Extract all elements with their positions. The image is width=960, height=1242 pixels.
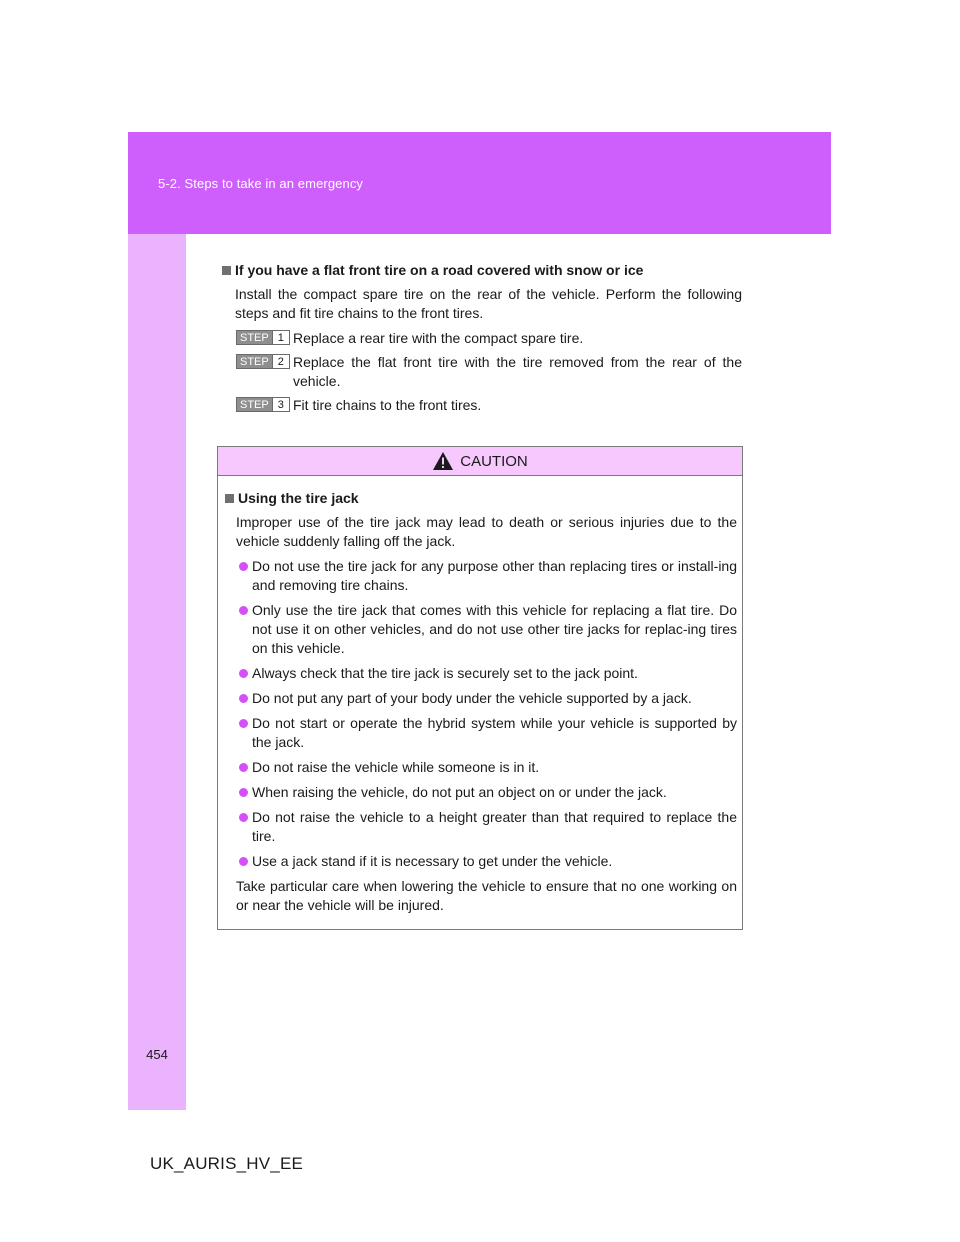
step-badge [236, 397, 290, 412]
bullet-dot-icon [239, 562, 248, 571]
list-item-text: Do not put any part of your body under the vehicle supported by a jack. [252, 690, 692, 706]
caution-body [218, 476, 742, 915]
caution-box [217, 446, 743, 930]
list-item [225, 714, 737, 752]
list-item-text: When raising the vehicle, do not put an object on or under the jack. [252, 784, 667, 800]
snow-section-title [222, 260, 742, 280]
step-3 [235, 396, 742, 415]
step-badge-label: STEP [236, 354, 273, 369]
side-strip [128, 234, 186, 1110]
snow-section-intro: Install the compact spare tire on the rear of the vehicle. Perform the following steps and fit tire chains to the front tires. [235, 286, 742, 321]
step-text: Fit tire chains to the front tires. [293, 397, 482, 413]
caution-intro: Improper use of the tire jack may lead to death or serious injuries due to the vehicle suddenly falling off the jack. [236, 514, 737, 549]
list-item [225, 664, 737, 683]
caution-header [218, 447, 742, 476]
caution-title [225, 488, 737, 508]
footer-code: UK_AURIS_HV_EE [150, 1154, 304, 1173]
list-item [225, 852, 737, 871]
step-text: Replace the flat front tire with the tire removed from the rear of the vehicle. [293, 354, 742, 389]
list-item-text: Always check that the tire jack is securely set to the jack point. [252, 665, 638, 681]
list-item-text: Do not use the tire jack for any purpose other than replacing tires or install-ing and removing tire chains. [252, 558, 737, 593]
list-item [225, 808, 737, 846]
bullet-dot-icon [239, 694, 248, 703]
step-badge-number: 3 [273, 397, 290, 412]
step-1 [235, 329, 742, 348]
snow-section-title-text: If you have a flat front tire on a road covered with snow or ice [235, 262, 644, 278]
bullet-dot-icon [239, 813, 248, 822]
bullet-dot-icon [239, 857, 248, 866]
list-item-text: Do not raise the vehicle to a height greater than that required to replace the tire. [252, 809, 737, 844]
bullet-dot-icon [239, 763, 248, 772]
step-badge [236, 354, 290, 369]
bullet-dot-icon [239, 788, 248, 797]
caution-heading: CAUTION [460, 452, 528, 470]
caution-title-text: Using the tire jack [238, 490, 359, 506]
bullet-dot-icon [239, 719, 248, 728]
list-item-text: Only use the tire jack that comes with this vehicle for replacing a flat tire. Do not use it on other vehicles, and do not use other tire jacks for replac-ing tires on this vehicle. [252, 602, 737, 656]
list-item [225, 783, 737, 802]
step-text: Replace a rear tire with the compact spare tire. [293, 330, 584, 346]
caution-list [225, 557, 737, 871]
snow-section [222, 260, 742, 415]
list-item-text: Do not raise the vehicle while someone is in it. [252, 759, 540, 775]
bullet-dot-icon [239, 669, 248, 678]
list-item [225, 601, 737, 658]
step-badge [236, 330, 290, 345]
step-badge-number: 2 [273, 354, 290, 369]
list-item [225, 758, 737, 777]
caution-closing: Take particular care when lowering the vehicle to ensure that no one working on or near the vehicle will be injured. [236, 878, 737, 913]
section-breadcrumb: 5-2. Steps to take in an emergency [158, 176, 364, 191]
page-number: 454 [146, 1047, 168, 1062]
list-item [225, 557, 737, 595]
square-bullet-icon [222, 266, 231, 275]
step-2 [235, 353, 742, 391]
warning-triangle-icon [432, 451, 454, 471]
step-badge-label: STEP [236, 330, 273, 345]
bullet-dot-icon [239, 606, 248, 615]
list-item-text: Use a jack stand if it is necessary to get under the vehicle. [252, 853, 613, 869]
square-bullet-icon [225, 494, 234, 503]
step-badge-number: 1 [273, 330, 290, 345]
list-item-text: Do not start or operate the hybrid system while your vehicle is supported by the jack. [252, 715, 737, 750]
step-badge-label: STEP [236, 397, 273, 412]
list-item [225, 689, 737, 708]
